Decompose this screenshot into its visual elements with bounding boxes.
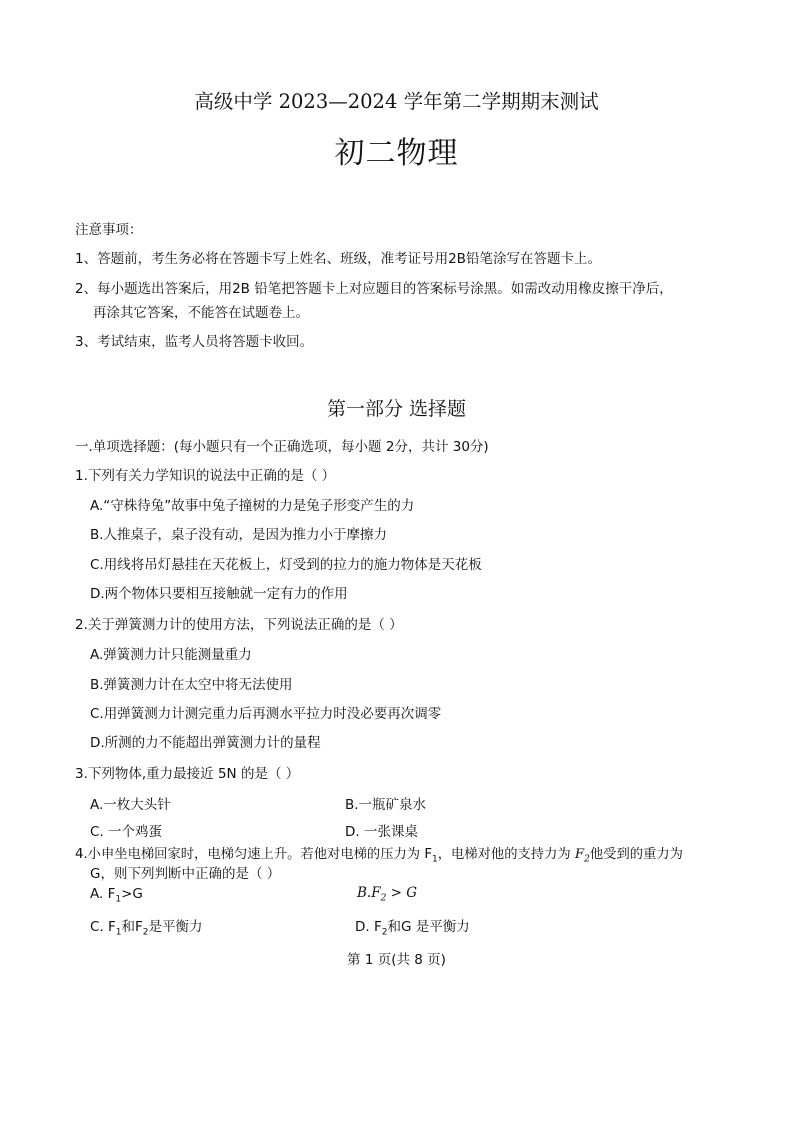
q4-stem-part-2: ，电梯对他的支持力为 [437,847,575,862]
notice-heading: 注意事项： [75,222,143,238]
q4-a-sub: 1 [115,894,122,905]
q4-d-sub: 2 [381,927,388,938]
q4-stem-sub-1: 1 [431,854,438,865]
question-1-option-c: C.用线将吊灯悬挂在天花板上，灯受到的拉力的施力物体是天花板 [90,557,482,573]
q4-c-part-3: 是平衡力 [148,919,203,935]
q4-d-part-2: 和G 是平衡力 [387,919,470,935]
notice-item-2-line-1: 2、每小题选出答案后，用2B 铅笔把答题卡上对应题目的答案标号涂黑。如需改动用橡皮擦干净后， [75,281,673,297]
notice-item-1: 1、答题前，考生务必将在答题卡写上姓名、班级，准考证号用2B铅笔涂写在答题卡上。 [75,251,601,267]
question-4-option-a [90,886,143,905]
question-3-option-b: B.一瓶矿泉水 [345,797,427,813]
question-4-stem-line-2: G，则下列判断中正确的是（ ） [90,866,281,882]
subject-title: 初二物理 [334,136,459,171]
question-1-option-b: B.人推桌子，桌子没有动，是因为推力小于摩擦力 [90,527,388,543]
section-instruction: 一.单项选择题：(每小题只有一个正确选项，每小题 2分，共计 30分) [75,439,489,455]
question-1-option-d: D.两个物体只要相互接触就一定有力的作用 [90,586,348,602]
q4-c-part-1: C. F [90,919,116,935]
question-2-option-d: D.所测的力不能超出弹簧测力计的量程 [90,735,321,751]
question-2-stem: 2.关于弹簧测力计的使用方法，下列说法正确的是（ ） [75,617,403,633]
question-3-option-c: C. 一个鸡蛋 [90,824,163,840]
q4-b-sub: 2 [380,893,387,904]
q4-stem-sub-2: 2 [584,854,590,865]
q4-a-part-1: A. F [90,886,116,902]
question-1-option-a: A.“守株待兔”故事中兔子撞树的力是兔子形变产生的力 [90,498,415,514]
question-2-option-a: A.弹簧测力计只能测量重力 [90,647,252,663]
notice-item-3: 3、考试结束，监考人员将答题卡收回。 [75,334,314,350]
question-2-option-c: C.用弹簧测力计测完重力后再测水平拉力时没必要再次调零 [90,706,442,722]
question-3-option-a: A.一枚大头针 [90,797,171,813]
question-3-stem: 3.下列物体,重力最接近 5N 的是（ ） [75,766,300,782]
school-title: 高级中学 2023—2024 学年第二学期期末测试 [194,90,599,113]
q4-stem-part-1: 4.小申坐电梯回家时，电梯匀速上升。若他对电梯的压力为 F [75,847,432,862]
section-title: 第一部分 选择题 [326,398,467,420]
notice-item-2-line-2: 再涂其它答案，不能答在试题卷上。 [93,305,309,321]
question-4-option-d [355,915,470,938]
question-4-option-b [357,885,417,904]
question-4-option-c [90,915,203,938]
q4-stem-f: F [574,847,585,862]
q4-stem-part-3: 他受到的重力为 [589,847,683,862]
q4-c-part-2: 和F [121,919,143,935]
page-number: 第 1 页(共 8 页) [347,952,446,968]
question-3-option-d: D. 一张课桌 [345,824,418,840]
q4-c-sub-1: 1 [115,927,122,938]
q4-c-sub-2: 2 [142,927,149,938]
q4-b-part-1: B.F [357,885,381,901]
question-1-stem: 1.下列有关力学知识的说法中正确的是（ ） [75,468,336,484]
q4-b-part-2: > G [386,885,418,901]
question-2-option-b: B.弹簧测力计在太空中将无法使用 [90,677,293,693]
q4-a-part-2: >G [121,886,143,902]
q4-d-part-1: D. F [355,919,382,935]
